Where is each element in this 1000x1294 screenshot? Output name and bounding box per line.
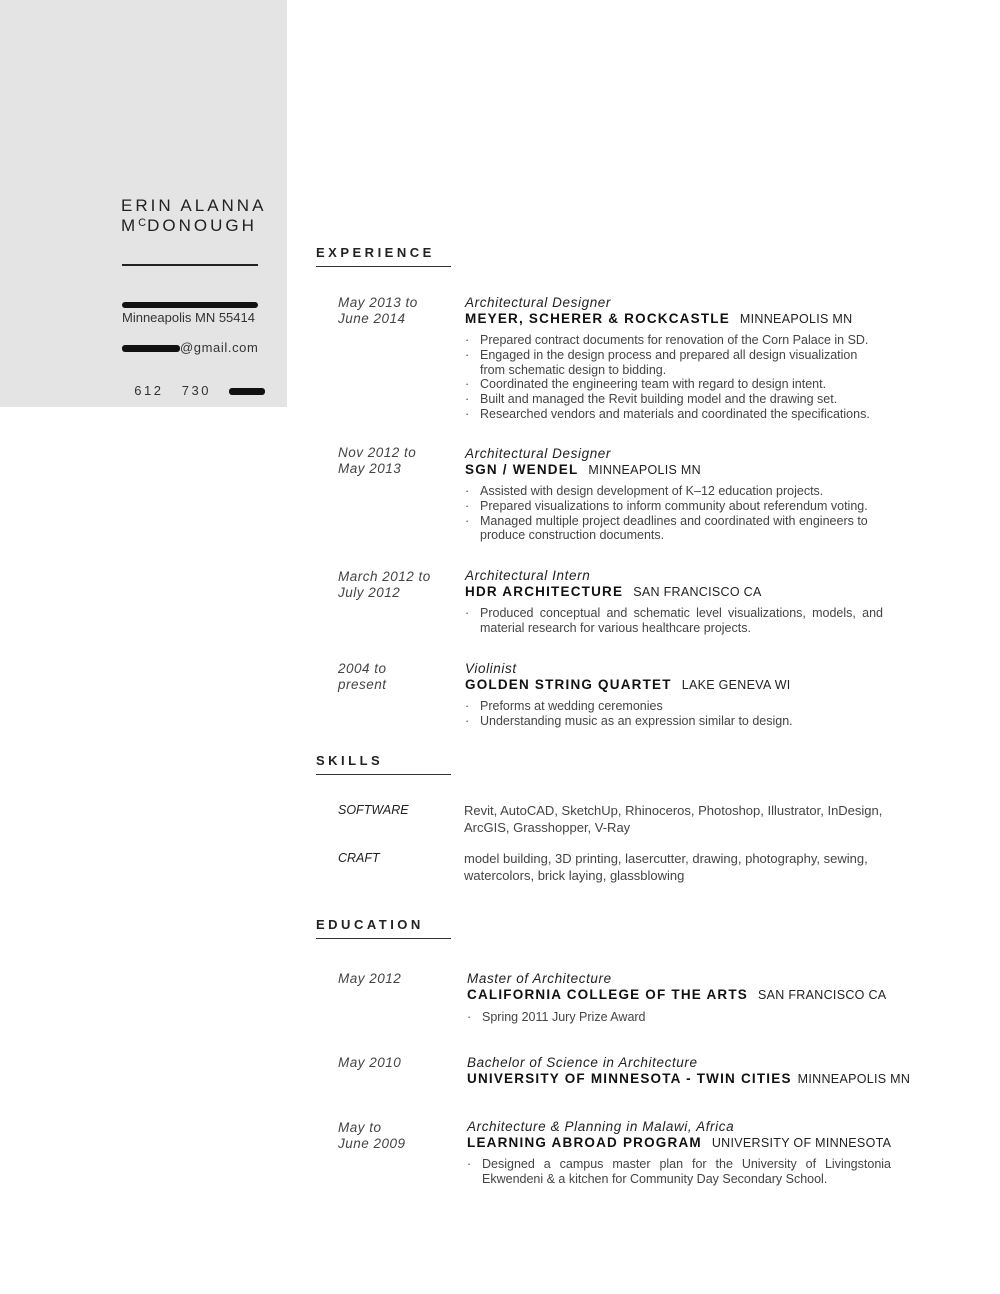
job-bullets — [465, 484, 885, 543]
job-role: Architectural Designer — [465, 295, 612, 310]
skill-text: model building, 3D printing, lasercutter, drawing, photography, sewing, watercolors, brick laying, glassblowing — [464, 851, 868, 883]
education-bullets — [467, 1157, 891, 1187]
list-item: · Built and managed the Revit building model and the drawing set. — [465, 392, 885, 407]
name-line-1: ERIN ALANNA — [121, 196, 267, 215]
education-date: May 2010 — [338, 1055, 402, 1070]
job-org: MEYER, SCHERER & ROCKCASTLE MINNEAPOLIS MN — [465, 311, 853, 326]
list-item: · Managed multiple project deadlines and coordinated with engineers to produce construction documents. — [465, 514, 885, 544]
list-item: · Prepared contract documents for renovation of the Corn Palace in SD. — [465, 333, 885, 348]
job-role: Violinist — [465, 661, 517, 676]
list-item: · Understanding music as an expression similar to design. — [465, 714, 885, 729]
job-bullets — [465, 606, 883, 636]
job-date: 2004 to present — [338, 661, 387, 692]
list-item: · Spring 2011 Jury Prize Award — [467, 1010, 891, 1025]
redaction-bar — [229, 388, 265, 395]
education-date: May 2012 — [338, 971, 402, 986]
education-school: LEARNING ABROAD PROGRAM UNIVERSITY OF MINNESOTA — [467, 1135, 892, 1150]
list-item: · Prepared visualizations to inform community about referendum voting. — [465, 499, 885, 514]
contact-city: Minneapolis MN 55414 — [122, 310, 255, 325]
job-date: May 2013 to June 2014 — [338, 295, 418, 326]
applicant-name — [121, 196, 266, 238]
section-divider — [316, 938, 451, 939]
contact-phone: 612 730 — [122, 368, 265, 398]
contact-email: @gmail.com — [122, 340, 258, 355]
street-address-redacted — [122, 296, 258, 310]
education-bullets — [467, 1010, 891, 1025]
education-school: CALIFORNIA COLLEGE OF THE ARTS SAN FRANCISCO CA — [467, 987, 887, 1002]
redaction-bar — [122, 345, 180, 352]
job-org: GOLDEN STRING QUARTET LAKE GENEVA WI — [465, 677, 791, 692]
list-item: · Coordinated the engineering team with regard to design intent. — [465, 377, 885, 392]
list-item: · Produced conceptual and schematic level visualizations, models, and material research for various healthcare projects. — [465, 606, 883, 636]
job-role: Architectural Intern — [465, 568, 591, 583]
skill-label: SOFTWARE — [338, 803, 409, 817]
section-divider — [316, 774, 451, 775]
list-item: · Engaged in the design process and prepared all design visualization from schematic design to bidding. — [465, 348, 885, 378]
job-org: HDR ARCHITECTURE SAN FRANCISCO CA — [465, 584, 762, 599]
name-divider — [122, 264, 258, 266]
skill-text: Revit, AutoCAD, SketchUp, Rhinoceros, Photoshop, Illustrator, InDesign, ArcGIS, Grasshopper, V-Ray — [464, 803, 883, 835]
section-title-education: EDUCATION — [316, 917, 424, 932]
job-bullets — [465, 699, 885, 729]
list-item: · Researched vendors and materials and coordinated the specifications. — [465, 407, 885, 422]
section-title-experience: EXPERIENCE — [316, 245, 435, 260]
education-school: UNIVERSITY OF MINNESOTA - TWIN CITIES MINNEAPOLIS MN — [467, 1071, 911, 1086]
redaction-bar — [122, 302, 258, 308]
section-divider — [316, 266, 451, 267]
job-bullets — [465, 333, 885, 422]
job-role: Architectural Designer — [465, 446, 612, 461]
job-date: March 2012 to July 2012 — [338, 569, 431, 600]
job-date: Nov 2012 to May 2013 — [338, 445, 417, 476]
name-line-2: $M^CDONOUGH$ — [121, 216, 257, 235]
list-item: · Preforms at wedding ceremonies — [465, 699, 885, 714]
education-degree: Bachelor of Science in Architecture — [467, 1055, 698, 1070]
education-degree: Master of Architecture — [467, 971, 612, 986]
education-date: May to June 2009 — [338, 1120, 406, 1151]
list-item: · Assisted with design development of K–12 education projects. — [465, 484, 885, 499]
skill-label: CRAFT — [338, 851, 380, 865]
list-item: · Designed a campus master plan for the University of Livingstonia Ekwendeni & a kitchen for Community Day Secondary School. — [467, 1157, 891, 1187]
education-degree: Architecture & Planning in Malawi, Africa — [467, 1119, 735, 1134]
job-org: SGN / WENDEL MINNEAPOLIS MN — [465, 462, 701, 477]
section-title-skills: SKILLS — [316, 753, 384, 768]
